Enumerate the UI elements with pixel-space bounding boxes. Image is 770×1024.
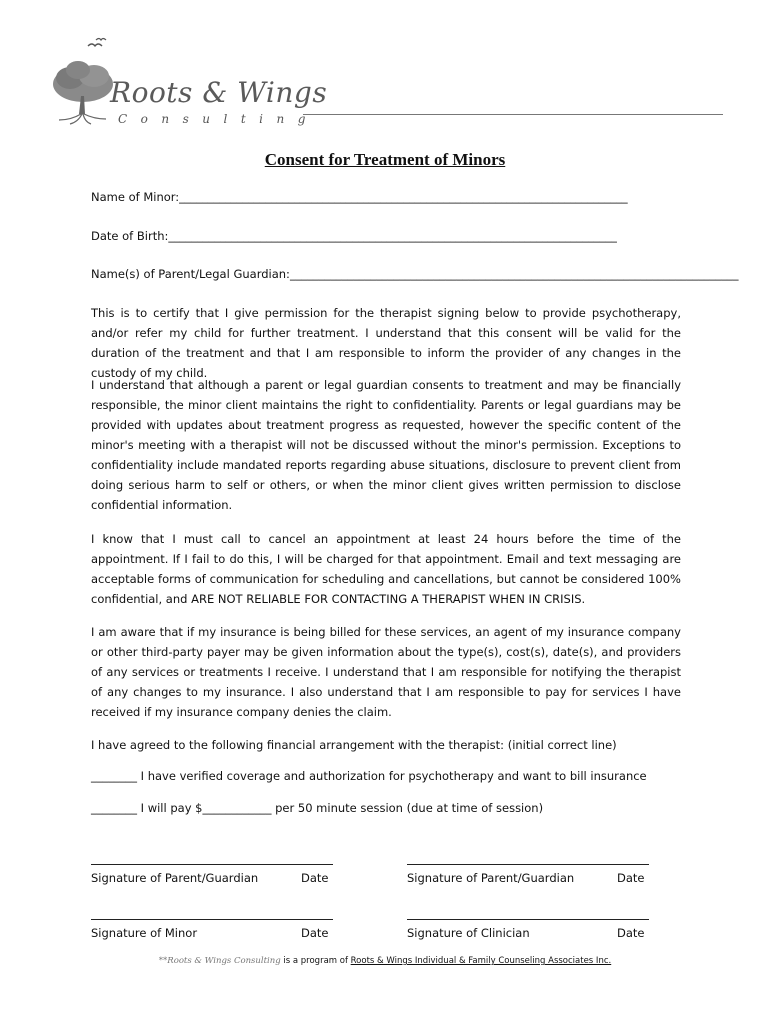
financial-arrangement-paragraph (91, 735, 681, 755)
paragraph-text: This is to certify that I give permission for the therapist signing below to provide psychotherapy, and/or refer my child for further treatment. I understand that this consent will be valid for the duration of the treatment and that I am responsible to inform the provider of any changes in the custody of my child. (91, 306, 681, 380)
permission-paragraph (91, 303, 681, 383)
dob-field[interactable] (91, 229, 681, 243)
logo-subtitle-text: Consulting (118, 112, 319, 126)
confidentiality-paragraph (91, 375, 681, 515)
signature-label: Signature of Minor (91, 926, 198, 940)
signature-label: Signature of Parent/Guardian (407, 871, 575, 885)
logo-name-text: Roots & Wings (110, 76, 328, 109)
clinician-signature-block[interactable] (407, 919, 649, 940)
date-label: Date (617, 926, 645, 940)
parent-signature-block-right[interactable] (407, 864, 649, 885)
dob-blank[interactable]: ______________________________________________________________________________ (168, 229, 617, 243)
dob-label: Date of Birth: (91, 229, 169, 243)
footer-prefix: ** (158, 956, 168, 966)
parent-signature-block-left[interactable] (91, 864, 333, 885)
paragraph-text: I have agreed to the following financial arrangement with the therapist: (initial correct line) (91, 738, 617, 752)
date-label: Date (301, 871, 329, 885)
minor-name-label: Name of Minor: (91, 190, 180, 204)
signature-line[interactable] (91, 919, 333, 920)
date-label: Date (617, 871, 645, 885)
footer-middle: is a program of (280, 956, 351, 966)
signature-line[interactable] (407, 864, 649, 865)
minor-name-blank[interactable]: ______________________________________________________________________________ (179, 190, 628, 204)
footer-note (0, 956, 770, 966)
guardian-name-label: Name(s) of Parent/Legal Guardian: (91, 267, 290, 281)
minor-name-field[interactable] (91, 190, 681, 204)
insurance-option-line[interactable]: ________ I have verified coverage and authorization for psychotherapy and want to bill insurance (91, 769, 647, 783)
document-title: Consent for Treatment of Minors (264, 150, 506, 169)
self-pay-option-line[interactable]: ________ I will pay $____________ per 50 minute session (due at time of session) (91, 801, 544, 815)
header-rule (303, 114, 723, 115)
logo-header (48, 36, 728, 136)
insurance-paragraph (91, 622, 681, 722)
paragraph-text: I understand that although a parent or legal guardian consents to treatment and may be financially responsible, the minor client maintains the right to confidentiality. Parents or legal guardians may be provided with updates about treatment progress as requested, however the specific content of the minor's meeting with a therapist will not be discussed without the minor's permission. Exceptions to confidentiality include mandated reports regarding abuse situations, disclosure to prevent client from doing serious harm to self or others, or when the minor client gives written permission to disclose confidential information. (91, 378, 681, 512)
date-label: Date (301, 926, 329, 940)
paragraph-text: I am aware that if my insurance is being billed for these services, an agent of my insurance company or other third-party payer may be given information about the type(s), cost(s), date(s), and providers of any services or treatments I receive. I understand that I am responsible for notifying the therapist of any changes to my insurance. I also understand that I am responsible to pay for services I have received if my insurance company denies the claim. (91, 625, 681, 719)
signature-line[interactable] (407, 919, 649, 920)
guardian-name-blank[interactable]: ______________________________________________________________________________ (289, 267, 739, 281)
cancellation-paragraph (91, 529, 681, 609)
guardian-name-field[interactable] (91, 267, 739, 281)
paragraph-text: I know that I must call to cancel an appointment at least 24 hours before the time of the appointment. If I fail to do this, I will be charged for that appointment. Email and text messaging are acceptable forms of communication for scheduling and cancellations, but cannot be considered 100% confidential, and ARE NOT RELIABLE FOR CONTACTING A THERAPIST WHEN IN CRISIS. (91, 532, 681, 606)
minor-signature-block[interactable] (91, 919, 333, 940)
signature-line[interactable] (91, 864, 333, 865)
signature-label: Signature of Parent/Guardian (91, 871, 259, 885)
footer-org-link[interactable]: Roots & Wings Individual & Family Counseling Associates Inc. (350, 956, 612, 966)
signature-label: Signature of Clinician (407, 926, 530, 940)
footer-brand: Roots & Wings Consulting (167, 956, 281, 966)
